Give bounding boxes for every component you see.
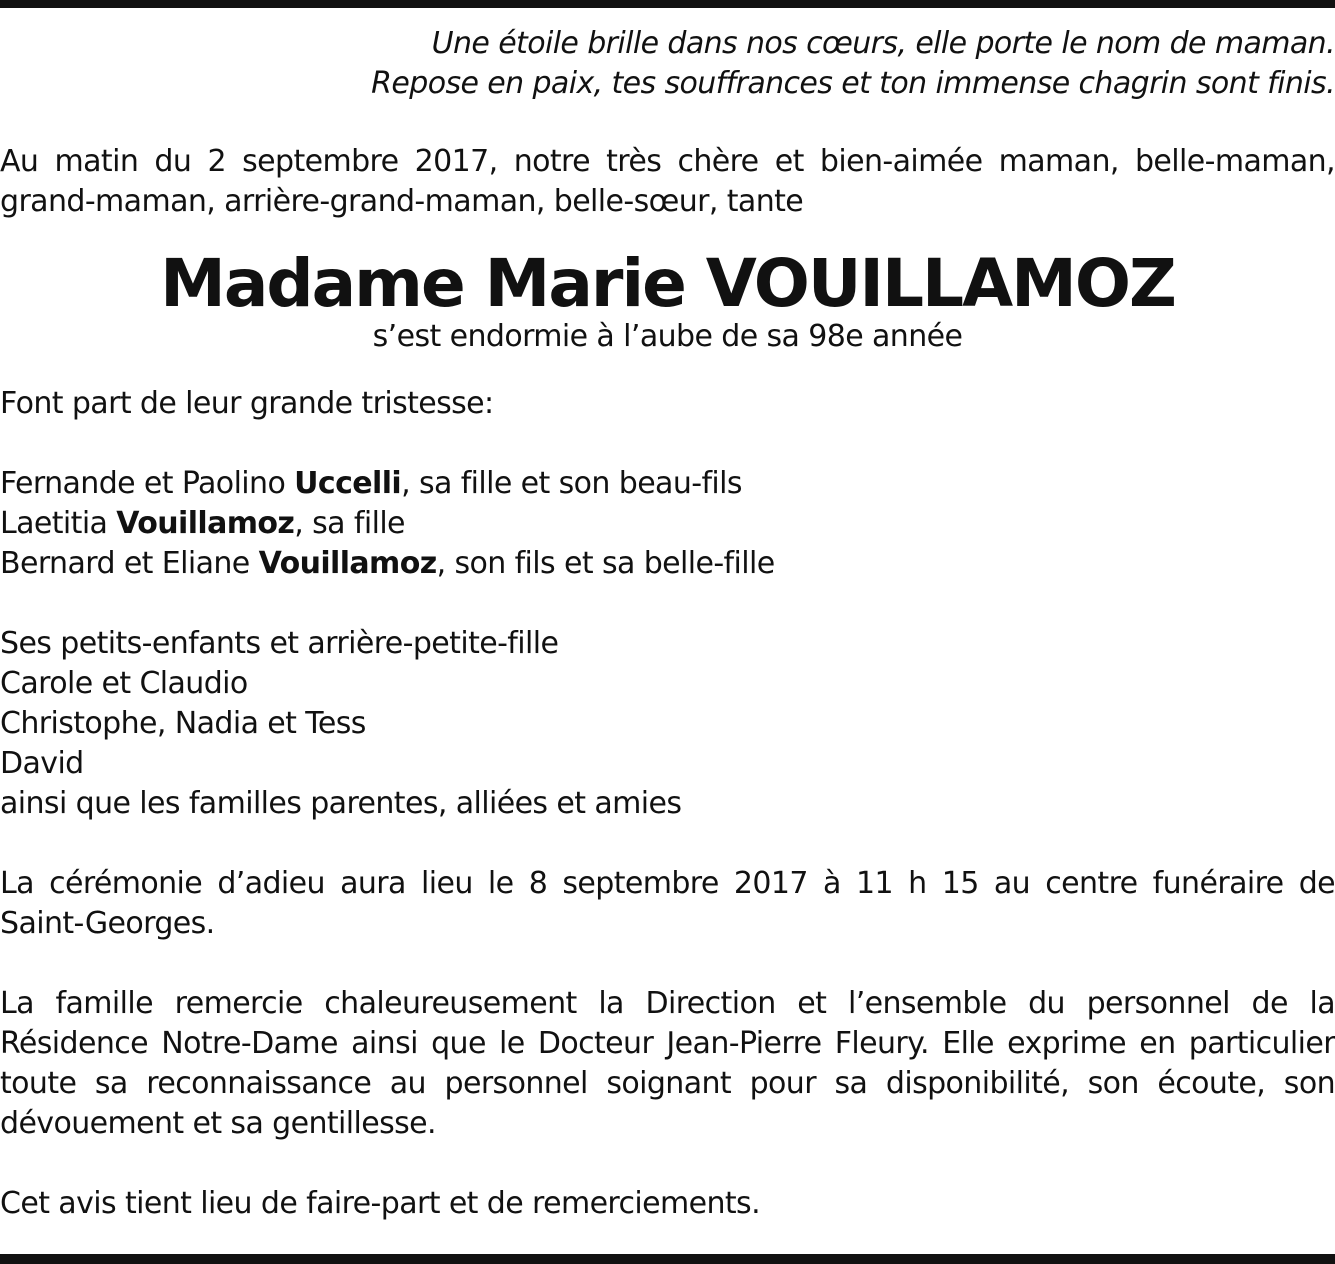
ceremony-line-2: Saint-Georges.	[0, 906, 215, 941]
notice-text: Cet avis tient lieu de faire-part et de remerciements.	[0, 1186, 761, 1221]
family-relation: , sa fille et son beau-fils	[401, 466, 742, 501]
epigraph-line-2: Repose en paix, tes souffrances et ton immense chagrin sont finis.	[371, 66, 1335, 101]
grandchildren-heading: Ses petits-enfants et arrière-petite-fille	[0, 626, 559, 661]
family-line	[0, 504, 1335, 544]
bottom-rule	[0, 1254, 1335, 1264]
obituary-notice	[0, 24, 1335, 1224]
thanks-line-3: toute sa reconnaissance au personnel soignant pour sa disponibilité, son écoute, son	[0, 1066, 1335, 1101]
deceased-name: Madame Marie VOUILLAMOZ	[160, 245, 1175, 322]
grandchild-name: David	[0, 746, 84, 781]
ceremony-line-1: La cérémonie d’adieu aura lieu le 8 septembre 2017 à 11 h 15 au centre funéraire de	[0, 866, 1335, 901]
family-surname: Vouillamoz	[258, 546, 437, 581]
relatives-closing: ainsi que les familles parentes, alliées et amies	[0, 786, 682, 821]
grandchild-name: Christophe, Nadia et Tess	[0, 706, 366, 741]
grandchild-name: Carole et Claudio	[0, 666, 248, 701]
thanks-line-4: dévouement et sa gentillesse.	[0, 1106, 436, 1141]
intro-line-1: Au matin du 2 septembre 2017, notre très chère et bien-aimée maman, belle-maman,	[0, 144, 1335, 179]
deceased-subtitle: s’est endormie à l’aube de sa 98e année	[372, 319, 963, 354]
epigraph-line-1: Une étoile brille dans nos cœurs, elle porte le nom de maman.	[431, 26, 1335, 61]
intro-line-2: grand-maman, arrière-grand-maman, belle-sœur, tante	[0, 184, 804, 219]
family-surname: Uccelli	[294, 466, 402, 501]
family-prefix: Laetitia	[0, 506, 117, 541]
family-prefix: Bernard et Eliane	[0, 546, 259, 581]
family-relation: , son fils et sa belle-fille	[436, 546, 775, 581]
thanks-line-1: La famille remercie chaleureusement la Direction et l’ensemble du personnel de la	[0, 986, 1335, 1021]
family-prefix: Fernande et Paolino	[0, 466, 295, 501]
top-rule	[0, 0, 1335, 8]
family-line	[0, 464, 1335, 504]
family-relation: , sa fille	[294, 506, 405, 541]
announcement-text: Font part de leur grande tristesse:	[0, 386, 494, 421]
thanks-line-2: Résidence Notre-Dame ainsi que le Docteur Jean-Pierre Fleury. Elle exprime en particulier	[0, 1026, 1335, 1061]
family-surname: Vouillamoz	[116, 506, 295, 541]
family-line	[0, 544, 1335, 584]
